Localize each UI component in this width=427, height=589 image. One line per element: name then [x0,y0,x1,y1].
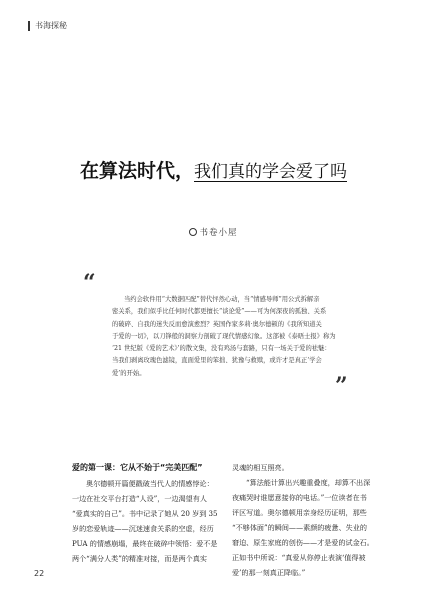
body-line: 爱’的那一刻真正降临。” [232,568,306,577]
close-quote-icon: ” [335,373,348,399]
body-line: “算法能计算出兴趣重叠度，却算不出深 [246,478,371,487]
bullet-icon [189,228,197,236]
body-line: 两个“满分人类”的精准对接，而是两个真实 [72,554,207,563]
page-number: 22 [34,569,45,578]
body-line: 奥尔德顿开篇便戳破当代人的情感悖论： [86,479,214,488]
author-name: 书卷小屋 [199,228,238,238]
title-sub: 我们真的学会爱了吗 [194,162,347,182]
body-line: 评区写道。奥尔德顿用亲身经历证明，那些 [232,508,367,517]
title-main: 在算法时代， [79,160,194,182]
abstract-line: 的破碎、自我的迷失反而愈演愈烈？英国作家多莉·奥尔德顿的《我所知道关 [112,320,322,328]
abstract-line: ‘21 世纪版《爱的艺术》’的散文集，没有鸡汤与套路，只有一场关于爱的祛魅： [112,345,331,353]
article-title [0,156,427,183]
body-line: 正如书中所说：“真爱从你停止表演‘值得被 [232,553,366,562]
section-heading: 爱的第一课：它从不始于“完美匹配” [72,463,203,472]
body-line: 窘迫、原生家庭的创伤——才是爱的试金石。 [232,538,374,547]
body-column-left [72,460,220,566]
body-line: 夜痛哭时谁愿意接你的电话。”一位读者在书 [232,493,367,502]
section-tag: 书海探秘 [28,21,67,31]
abstract-line: 于爱的一切》，以刀锋般的洞察力剖破了现代情感幻象。这部被《泰晤士报》称为 [112,332,336,340]
body-line: “不够体面”的瞬间——素颜的疲惫、失业的 [232,523,367,532]
body-line: “爱真实的自己”。书中记录了她从 20 岁到 35 [72,509,218,518]
abstract-line: 当约会软件用“大数据匹配”替代怦然心动，当“情感导师”用公式拆解亲 [124,296,320,303]
body-line: 岁的恋爱轨迹——沉迷速食关系的空虚，经历 [72,524,214,533]
body-line: 灵魂的相互照亮。 [232,463,289,472]
abstract-line: 爱’的开始。 [112,369,146,377]
author-byline [0,226,427,238]
abstract-line: 密关系，我们似乎比任何时代都更擅长“谈论爱”——可为何深夜的孤独、关系 [112,308,327,316]
open-quote-icon: “ [83,270,96,296]
body-line: 一边在社交平台打造“人设”，一边渴望有人 [72,494,207,503]
abstract [112,294,338,380]
body-line: PUA 的情感崩塌，最终在破碎中领悟：爱不是 [72,539,218,548]
body-column-right [232,460,380,580]
abstract-line: 当我们剥离玫瑰色滤镜，直面爱里的笨拙、犹豫与救赎，或许才是真正‘学会 [112,357,322,365]
